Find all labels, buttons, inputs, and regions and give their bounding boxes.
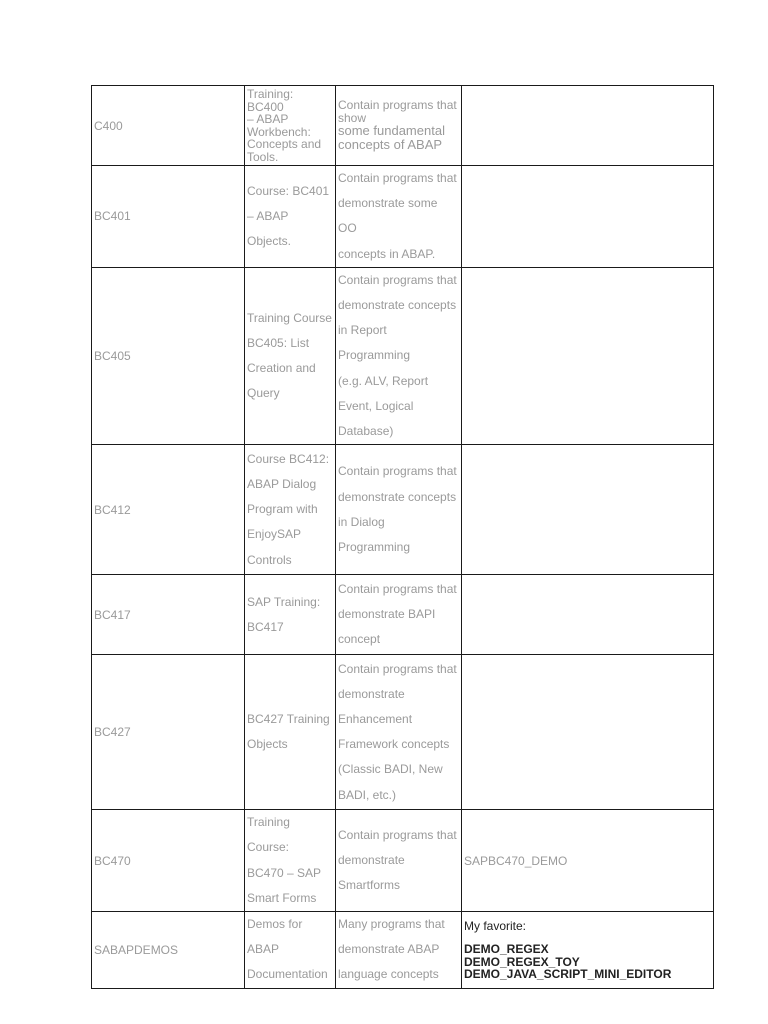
favorite-item: DEMO_JAVA_SCRIPT_MINI_EDITOR: [464, 967, 672, 982]
description-cell: Many programs that demonstrate ABAP language concepts: [336, 912, 462, 989]
notes-cell: SAPBC470_DEMO: [462, 810, 714, 912]
notes-cell: [462, 912, 714, 989]
description-cell: Contain programs that demonstrate concepts in Dialog Programming: [336, 445, 462, 575]
notes-cell: [462, 267, 714, 444]
course-cell: Course: BC401 – ABAP Objects.: [245, 166, 336, 268]
package-cell: BC405: [92, 267, 245, 444]
description-cell: Contain programs that demonstrate concepts in Report Programming (e.g. ALV, Report Event, Logical Database): [336, 267, 462, 444]
description-cell: Contain programs that demonstrate BAPI concept: [336, 575, 462, 655]
package-cell: BC470: [92, 810, 245, 912]
favorite-item: DEMO_REGEX_TOY: [464, 954, 580, 969]
package-table-body: [92, 86, 714, 989]
description-cell: Contain programs that demonstrate some OO concepts in ABAP.: [336, 166, 462, 268]
notes-cell: [462, 655, 714, 810]
table-row: [92, 810, 714, 912]
course-cell: Training Course BC405: List Creation and Query: [245, 267, 336, 444]
package-cell: BC417: [92, 575, 245, 655]
description-cell: Contain programs that show some fundamental concepts of ABAP: [336, 86, 462, 166]
package-cell: SABAPDEMOS: [92, 912, 245, 989]
package-table: [91, 85, 714, 989]
table-row: [92, 575, 714, 655]
course-cell: Course BC412: ABAP Dialog Program with EnjoySAP Controls: [245, 445, 336, 575]
notes-cell: [462, 445, 714, 575]
course-cell: SAP Training: BC417: [245, 575, 336, 655]
package-cell: BC401: [92, 166, 245, 268]
table-row: [92, 267, 714, 444]
course-cell: Training Course: BC470 – SAP Smart Forms: [245, 810, 336, 912]
notes-cell: [462, 86, 714, 166]
description-cell: Contain programs that demonstrate Enhancement Framework concepts (Classic BADI, New BADI, etc.): [336, 655, 462, 810]
table-row: [92, 912, 714, 989]
favorite-label: My favorite:: [464, 919, 527, 934]
course-cell: BC427 Training Objects: [245, 655, 336, 810]
table-row: [92, 655, 714, 810]
package-cell: BC412: [92, 445, 245, 575]
favorite-item: DEMO_REGEX: [464, 942, 549, 957]
table-row: [92, 445, 714, 575]
table-row: [92, 166, 714, 268]
notes-cell: [462, 166, 714, 268]
course-cell: Demos for ABAP Documentation: [245, 912, 336, 989]
description-cell: Contain programs that demonstrate Smartforms: [336, 810, 462, 912]
package-cell: BC427: [92, 655, 245, 810]
package-cell: C400: [92, 86, 245, 166]
notes-cell: [462, 575, 714, 655]
table-row: [92, 86, 714, 166]
course-cell: Training: BC400 – ABAP Workbench: Concepts and Tools.: [245, 86, 336, 166]
